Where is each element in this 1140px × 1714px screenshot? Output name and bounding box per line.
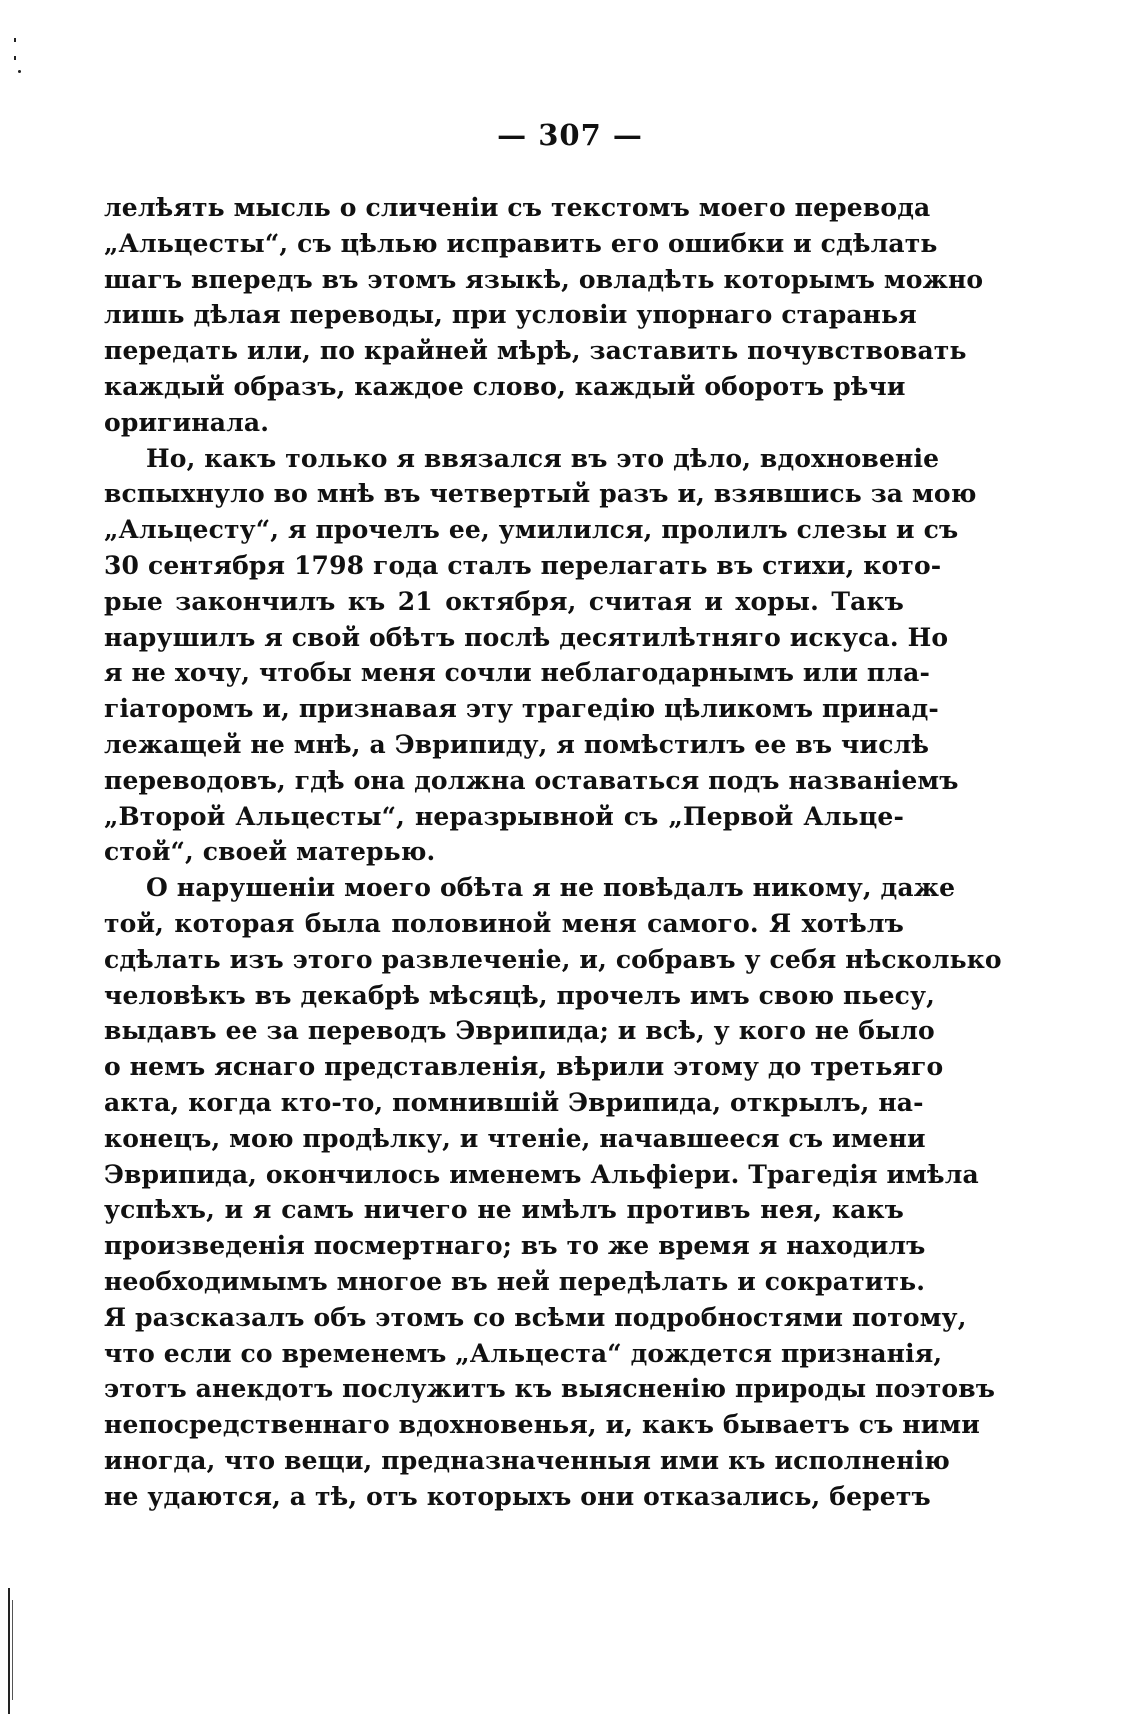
- text-line: каждый образъ, каждое слово, каждый оборотъ рѣчи: [104, 371, 906, 401]
- text-line: той, которая была половиной меня самого. Я хотѣлъ: [104, 908, 904, 938]
- text-line: передать или, по крайней мѣрѣ, заставить почувствовать: [104, 336, 967, 366]
- text-line: что если со временемъ „Альцеста“ дождется признанія,: [104, 1338, 943, 1368]
- text-line: непосредственнаго вдохновенья, и, какъ бываетъ съ ними: [104, 1410, 980, 1440]
- text-line: я не хочу, чтобы меня сочли неблагодарнымъ или пла-: [104, 658, 930, 688]
- text-line: произведенія посмертнаго; въ то же время я находилъ: [104, 1231, 926, 1261]
- scan-margin-mark: [14, 38, 16, 42]
- page-number: — 307 —: [497, 118, 643, 152]
- text-line: Но, какъ только я ввязался въ это дѣло, вдохновеніе: [146, 443, 940, 473]
- text-line: переводовъ, гдѣ она должна оставаться подъ названіемъ: [104, 765, 959, 795]
- text-line: рые закончилъ къ 21 октября, считая и хоры. Такъ: [104, 586, 904, 616]
- text-line: конецъ, мою продѣлку, и чтеніе, начавшееся съ имени: [104, 1123, 926, 1153]
- text-line: Эврипида, окончилось именемъ Альфіери. Трагедія имѣла: [104, 1159, 979, 1189]
- scan-edge-line: [8, 1588, 10, 1714]
- text-line: нарушилъ я свой обѣтъ послѣ десятилѣтняго искуса. Но: [104, 622, 949, 652]
- text-line: гіаторомъ и, признавая эту трагедію цѣликомъ принад-: [104, 694, 939, 724]
- text-line: выдавъ ее за переводъ Эврипида; и всѣ, у кого не было: [104, 1016, 935, 1046]
- text-line: „Альцесту“, я прочелъ ее, умилился, пролилъ слезы и съ: [104, 515, 959, 545]
- scan-margin-mark: [14, 56, 16, 60]
- text-line: шагъ впередъ въ этомъ языкѣ, овладѣть которымъ можно: [104, 264, 984, 294]
- text-line: человѣкъ въ декабрѣ мѣсяцѣ, прочелъ имъ свою пьесу,: [104, 980, 936, 1010]
- text-line: вспыхнуло во мнѣ въ четвертый разъ и, взявшись за мою: [104, 479, 977, 509]
- scan-margin-mark: [18, 70, 21, 73]
- text-line: лежащей не мнѣ, а Эврипиду, я помѣстилъ ее въ числѣ: [104, 729, 930, 759]
- text-line: сдѣлать изъ этого развлеченіе, и, собравъ у себя нѣсколько: [104, 944, 1002, 974]
- text-line: акта, когда кто-то, помнившій Эврипида, открылъ, на-: [104, 1087, 924, 1117]
- text-line: „Второй Альцесты“, неразрывной съ „Первой Альце-: [104, 801, 904, 831]
- body-text: [104, 190, 1002, 1514]
- text-line: необходимымъ многое въ ней передѣлать и сократить.: [104, 1266, 926, 1296]
- text-line: о немъ яснаго представленія, вѣрили этому до третьяго: [104, 1052, 944, 1082]
- text-line: успѣхъ, и я самъ ничего не имѣлъ противъ нея, какъ: [104, 1195, 904, 1225]
- text-line: этотъ анекдотъ послужитъ къ выясненію природы поэтовъ: [104, 1374, 996, 1404]
- text-line: иногда, что вещи, предназначенныя ими къ исполненію: [104, 1445, 950, 1475]
- text-line: не удаются, а тѣ, отъ которыхъ они отказались, беретъ: [104, 1481, 931, 1511]
- scan-edge-line: [12, 1600, 13, 1700]
- text-line: лишь дѣлая переводы, при условіи упорнаго старанья: [104, 300, 917, 330]
- text-line: „Альцесты“, съ цѣлью исправить его ошибки и сдѣлать: [104, 228, 938, 258]
- text-line: оригинала.: [104, 407, 270, 437]
- text-line: стой“, своей матерью.: [104, 837, 436, 867]
- text-line: Я разсказалъ объ этомъ со всѣми подробностями потому,: [104, 1302, 967, 1332]
- text-line: О нарушеніи моего обѣта я не повѣдалъ никому, даже: [146, 873, 956, 903]
- text-line: лелѣять мысль о сличеніи съ текстомъ моего перевода: [104, 193, 931, 222]
- text-line: 30 сентября 1798 года сталъ перелагать въ стихи, кото-: [104, 550, 942, 580]
